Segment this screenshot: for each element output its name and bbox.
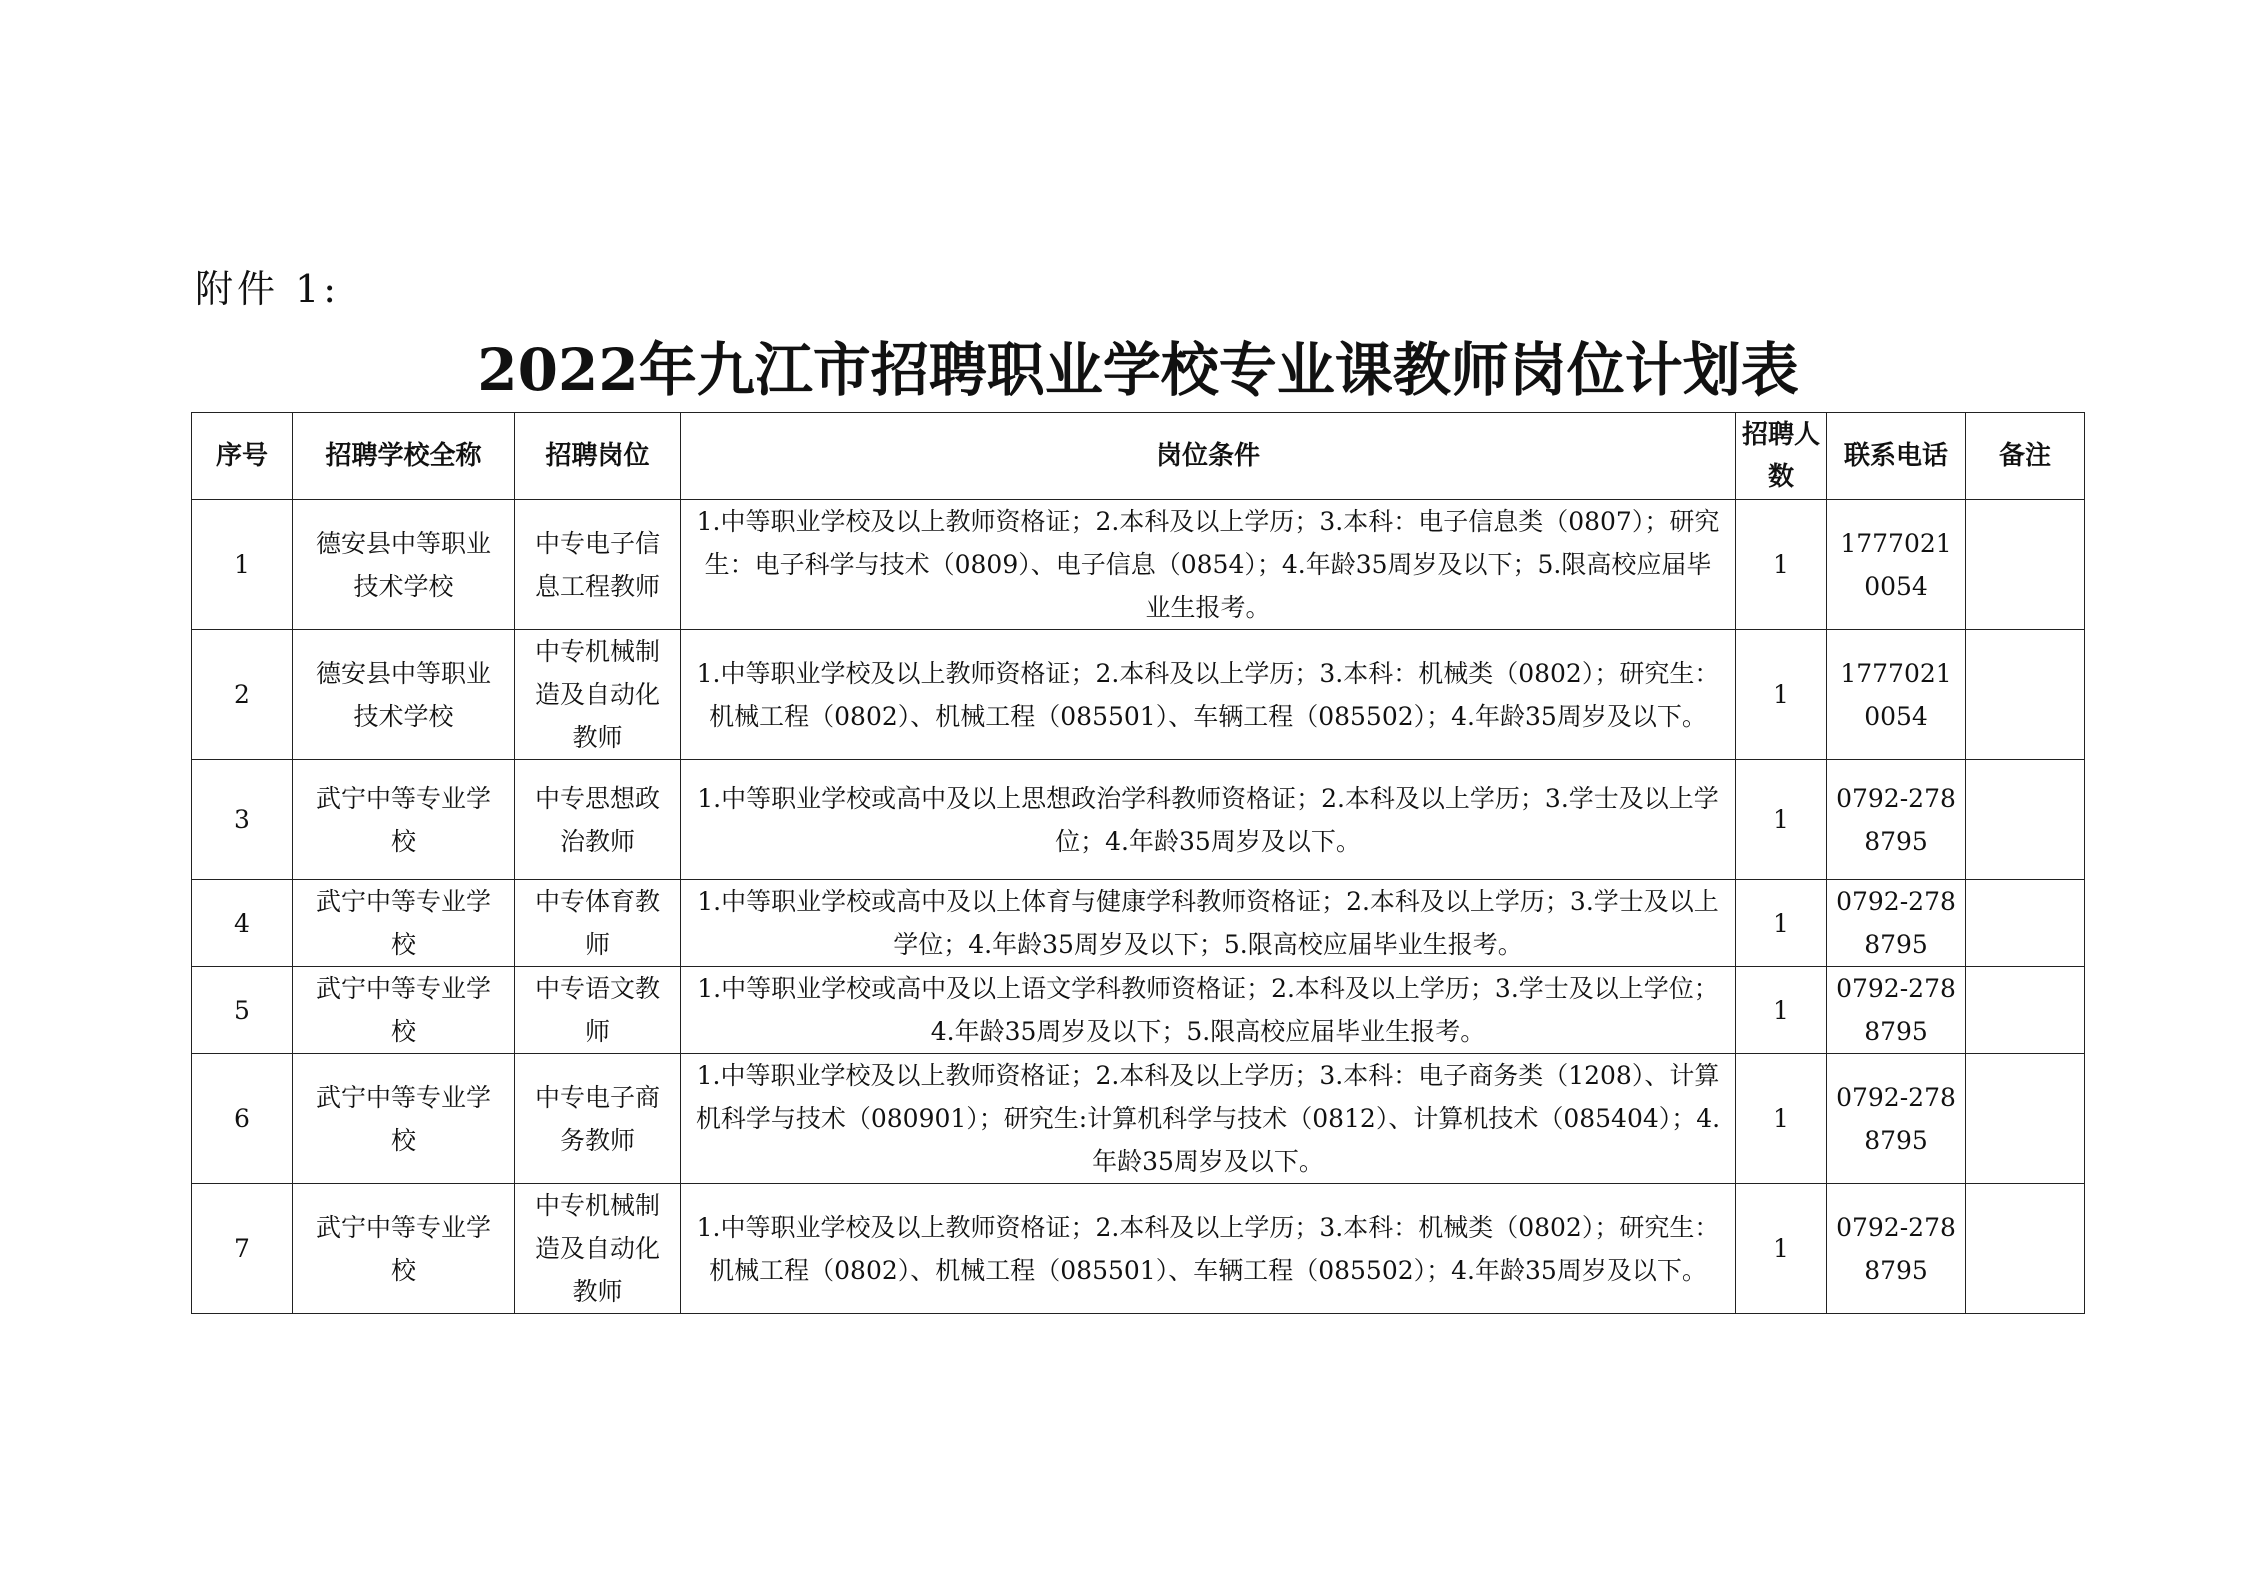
cell-count: 1 bbox=[1736, 1184, 1827, 1314]
cell-count: 1 bbox=[1736, 967, 1827, 1054]
cell-conditions: 1.中等职业学校或高中及以上体育与健康学科教师资格证；2.本科及以上学历；3.学士及以上学位；4.年龄35周岁及以下；5.限高校应届毕业生报考。 bbox=[681, 880, 1736, 967]
cell-school: 武宁中等专业学校 bbox=[293, 1184, 515, 1314]
cell-remark bbox=[1966, 1054, 2085, 1184]
cell-no: 4 bbox=[192, 880, 293, 967]
cell-remark bbox=[1966, 967, 2085, 1054]
header-phone: 联系电话 bbox=[1827, 413, 1966, 500]
cell-no: 1 bbox=[192, 500, 293, 630]
page-title: 2022年九江市招聘职业学校专业课教师岗位计划表 bbox=[477, 336, 1799, 404]
cell-count: 1 bbox=[1736, 630, 1827, 760]
cell-remark bbox=[1966, 500, 2085, 630]
cell-post: 中专语文教师 bbox=[515, 967, 681, 1054]
table-row bbox=[192, 1054, 2085, 1184]
cell-no: 5 bbox=[192, 967, 293, 1054]
header-no: 序号 bbox=[192, 413, 293, 500]
cell-remark bbox=[1966, 630, 2085, 760]
header-remark: 备注 bbox=[1966, 413, 2085, 500]
cell-conditions: 1.中等职业学校或高中及以上思想政治学科教师资格证；2.本科及以上学历；3.学士及以上学位；4.年龄35周岁及以下。 bbox=[681, 760, 1736, 880]
cell-count: 1 bbox=[1736, 880, 1827, 967]
cell-count: 1 bbox=[1736, 1054, 1827, 1184]
table-row bbox=[192, 760, 2085, 880]
cell-remark bbox=[1966, 880, 2085, 967]
cell-no: 6 bbox=[192, 1054, 293, 1184]
cell-phone: 0792-2788795 bbox=[1827, 1184, 1966, 1314]
cell-remark bbox=[1966, 1184, 2085, 1314]
table-row bbox=[192, 967, 2085, 1054]
cell-count: 1 bbox=[1736, 500, 1827, 630]
cell-phone: 0792-2788795 bbox=[1827, 760, 1966, 880]
cell-school: 德安县中等职业技术学校 bbox=[293, 500, 515, 630]
table-row bbox=[192, 1184, 2085, 1314]
cell-post: 中专机械制造及自动化教师 bbox=[515, 1184, 681, 1314]
cell-no: 3 bbox=[192, 760, 293, 880]
cell-post: 中专机械制造及自动化教师 bbox=[515, 630, 681, 760]
header-school: 招聘学校全称 bbox=[293, 413, 515, 500]
table-row bbox=[192, 630, 2085, 760]
cell-remark bbox=[1966, 760, 2085, 880]
cell-conditions: 1.中等职业学校或高中及以上语文学科教师资格证；2.本科及以上学历；3.学士及以上学位；4.年龄35周岁及以下；5.限高校应届毕业生报考。 bbox=[681, 967, 1736, 1054]
cell-post: 中专电子商务教师 bbox=[515, 1054, 681, 1184]
cell-phone: 17770210054 bbox=[1827, 500, 1966, 630]
cell-phone: 0792-2788795 bbox=[1827, 1054, 1966, 1184]
cell-school: 武宁中等专业学校 bbox=[293, 1054, 515, 1184]
cell-post: 中专体育教师 bbox=[515, 880, 681, 967]
cell-conditions: 1.中等职业学校及以上教师资格证；2.本科及以上学历；3.本科：电子信息类（0807）；研究生：电子科学与技术（0809）、电子信息（0854）；4.年龄35周岁及以下；5.限高校应届毕业生报考。 bbox=[681, 500, 1736, 630]
cell-school: 武宁中等专业学校 bbox=[293, 967, 515, 1054]
cell-school: 德安县中等职业技术学校 bbox=[293, 630, 515, 760]
cell-post: 中专思想政治教师 bbox=[515, 760, 681, 880]
header-post: 招聘岗位 bbox=[515, 413, 681, 500]
cell-no: 2 bbox=[192, 630, 293, 760]
cell-school: 武宁中等专业学校 bbox=[293, 760, 515, 880]
cell-phone: 17770210054 bbox=[1827, 630, 1966, 760]
table-row bbox=[192, 500, 2085, 630]
header-conditions: 岗位条件 bbox=[681, 413, 1736, 500]
table-header-row bbox=[192, 413, 2085, 500]
cell-phone: 0792-2788795 bbox=[1827, 880, 1966, 967]
cell-conditions: 1.中等职业学校及以上教师资格证；2.本科及以上学历；3.本科：机械类（0802）；研究生：机械工程（0802）、机械工程（085501）、车辆工程（085502）；4.年龄35周岁及以下。 bbox=[681, 1184, 1736, 1314]
annex-label: 附件 1: bbox=[195, 267, 341, 311]
cell-conditions: 1.中等职业学校及以上教师资格证；2.本科及以上学历；3.本科：机械类（0802）；研究生：机械工程（0802）、机械工程（085501）、车辆工程（085502）；4.年龄35周岁及以下。 bbox=[681, 630, 1736, 760]
cell-phone: 0792-2788795 bbox=[1827, 967, 1966, 1054]
header-count: 招聘人数 bbox=[1736, 413, 1827, 500]
cell-post: 中专电子信息工程教师 bbox=[515, 500, 681, 630]
recruitment-plan-table bbox=[191, 412, 2085, 1314]
table-row bbox=[192, 880, 2085, 967]
cell-school: 武宁中等专业学校 bbox=[293, 880, 515, 967]
cell-conditions: 1.中等职业学校及以上教师资格证；2.本科及以上学历；3.本科：电子商务类（1208）、计算机科学与技术（080901）；研究生:计算机科学与技术（0812）、计算机技术（085404）；4.年龄35周岁及以下。 bbox=[681, 1054, 1736, 1184]
cell-no: 7 bbox=[192, 1184, 293, 1314]
cell-count: 1 bbox=[1736, 760, 1827, 880]
